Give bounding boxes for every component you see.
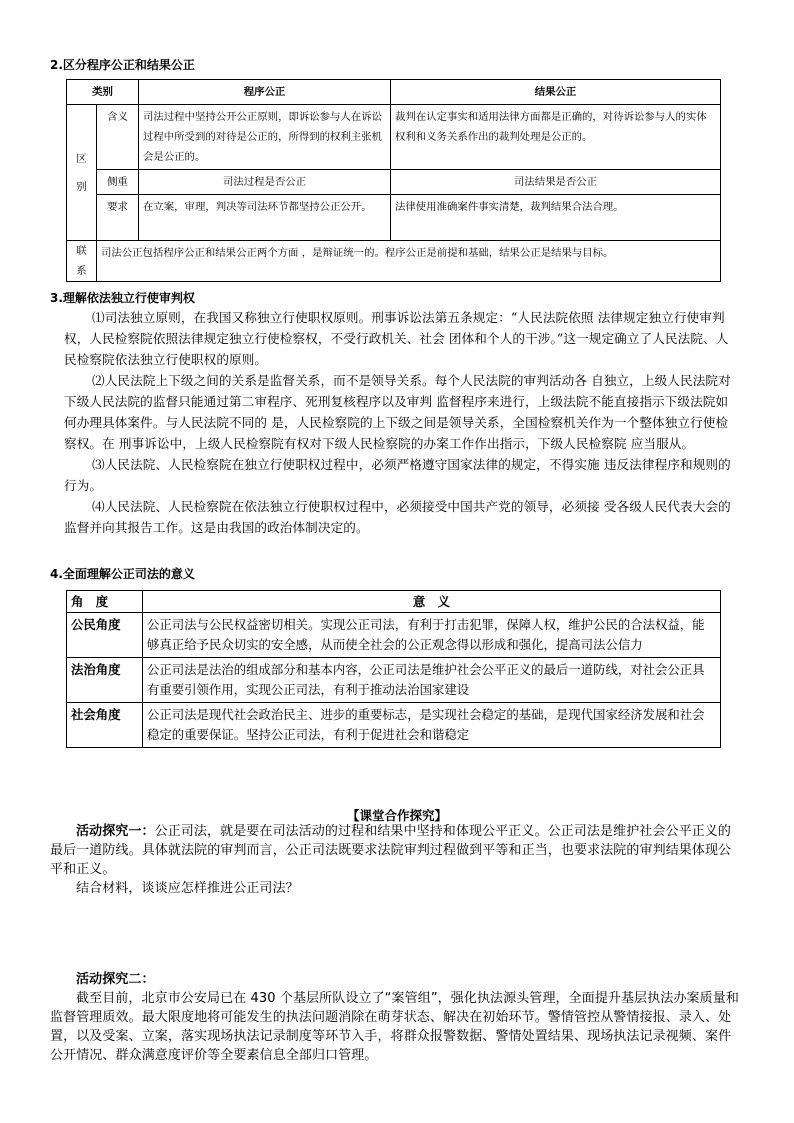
header-meaning: 意 义 [143, 591, 721, 613]
procedure-result-table [66, 79, 721, 282]
activity-1-text: 公正司法，就是要在司法活动的过程和结果中坚持和体现公平正义。公正司法是维护社会公平正义的最后一道防线。具体就法院的审判而言，公正司法既要求法院审判过程做到平等和正当，也要求法院的审判结果体现公平和正义。 [50, 824, 732, 877]
header-result: 结果公正 [391, 80, 721, 105]
table-row [67, 613, 721, 658]
table-row [67, 170, 721, 195]
paragraph: ⑴司法独立原则，在我国又称独立行使职权原则。刑事诉讼法第五条规定：“人民法院依照 法律规定独立行使审判权，人民检察院依照法律规定独立行使检察权，不受行政机关、社会 团体和个人的干涉。”这一规定确立了人民法院、人民检察院依法独立行使职权的原则。 [64, 310, 729, 367]
section-heading-3: 3.理解依法独立行使审判权 [50, 291, 195, 305]
group-label-difference: 区别 [67, 105, 97, 241]
activity-1 [50, 822, 744, 898]
activity-1-question: 结合材料，谈谈应怎样推进公正司法？ [76, 881, 299, 896]
meaning-cell: 公正司法是法治的组成部分和基本内容，公正司法是维护社会公平正义的最后一道防线，对社会公正具有重要引领作用，实现公正司法，有利于推动法治国家建设 [143, 658, 721, 703]
section-heading-4: 4.全面理解公正司法的意义 [50, 567, 195, 581]
activity-1-paragraph [50, 822, 744, 879]
activity-2 [50, 970, 744, 1065]
angle-cell: 法治角度 [67, 658, 143, 703]
paragraph: ⑶人民法院、人民检察院在独立行使职权过程中，必须严格遵守国家法律的规定，不得实施 违反法律程序和规则的行为。 [64, 457, 731, 493]
header-type: 类别 [67, 80, 139, 105]
justice-significance-table [66, 590, 721, 748]
link-text: 司法公正包括程序公正和结果公正两个方面 ，是辩证统一的。程序公正是前提和基础，结果公正是结果与目标。 [97, 241, 721, 282]
header-procedural: 程序公正 [139, 80, 391, 105]
procedural-cell: 司法过程中坚持公开公正原则，即诉讼参与人在诉讼过程中所受到的对待是公正的，所得到的权利主张机会是公正的。 [139, 105, 391, 170]
row-label: 含义 [97, 105, 139, 170]
paragraph: ⑷人民法院、人民检察院在依法独立行使职权过程中，必须接受中国共产党的领导，必须接 受各级人民代表大会的监督并向其报告工作。这是由我国的政治体制决定的。 [64, 499, 731, 535]
activity-2-text: 截至目前，北京市公安局已在 430 个基层所队设立了“案管组”，强化执法源头管理，全面提升基层执法办案质量和监督管理质效。最大限度地将可能发生的执法问题消除在萌芽状态、解决在初始环节。警情管控从警情接报、录入、处置，以及受案、立案，落实现场执法记录制度等环节入手，将群众报警数据、警情处置结果、现场执法记录视频、案件公开情况、群众满意度评价等全要素信息全部归口管理。 [50, 991, 739, 1063]
result-cell: 司法结果是否公正 [391, 170, 721, 195]
link-label: 联系 [67, 241, 97, 282]
header-angle: 角 度 [67, 591, 143, 613]
procedural-cell: 在立案，审理，判决等司法环节都坚持公正公开。 [139, 195, 391, 241]
meaning-cell: 公正司法与公民权益密切相关。实现公正司法，有利于打击犯罪，保障人权，维护公民的合法权益，能够真正给予民众切实的安全感，从而使全社会的公正观念得以形成和强化，提高司法公信力 [143, 613, 721, 658]
paragraph: ⑵人民法院上下级之间的关系是监督关系，而不是领导关系。每个人民法院的审判活动各 自独立，上级人民法院对下级人民法院的监督只能通过第二审程序、死刑复核程序以及审判 监督程序来进行，上级法院不能直接指示下级法院如何办理具体案件。与人民法院不同的 是，人民检察院的上下级之间是领导关系，全国检察机关作为一个整体独立行使检察权。在 刑事诉讼中，上级人民检察院有权对下级人民检察院的办案工作作出指示，下级人民检察院 应当服从。 [64, 373, 731, 451]
angle-cell: 公民角度 [67, 613, 143, 658]
section-3-body [64, 307, 740, 538]
table-row [67, 195, 721, 241]
row-label: 侧重 [97, 170, 139, 195]
result-cell: 法律使用准确案件事实清楚，裁判结果合法合理。 [391, 195, 721, 241]
table-header-row [67, 591, 721, 613]
procedural-cell: 司法过程是否公正 [139, 170, 391, 195]
table-row [67, 703, 721, 748]
row-label: 要求 [97, 195, 139, 241]
section-heading-2: 2.区分程序公正和结果公正 [50, 58, 195, 72]
table-row [67, 241, 721, 282]
table-header-row [67, 80, 721, 105]
result-cell: 裁判在认定事实和适用法律方面都是正确的，对待诉讼参与人的实体权利和义务关系作出的裁判处理是公正的。 [391, 105, 721, 170]
meaning-cell: 公正司法是现代社会政治民主、进步的重要标志，是实现社会稳定的基础，是现代国家经济发展和社会稳定的重要保证。坚持公正司法，有利于促进社会和谐稳定 [143, 703, 721, 748]
angle-cell: 社会角度 [67, 703, 143, 748]
table-row [67, 658, 721, 703]
classroom-title: 【课堂合作探究】 [346, 808, 447, 823]
table-row [67, 105, 721, 170]
activity-1-label: 活动探究一： [76, 824, 155, 839]
activity-2-label: 活动探究二： [76, 972, 155, 987]
